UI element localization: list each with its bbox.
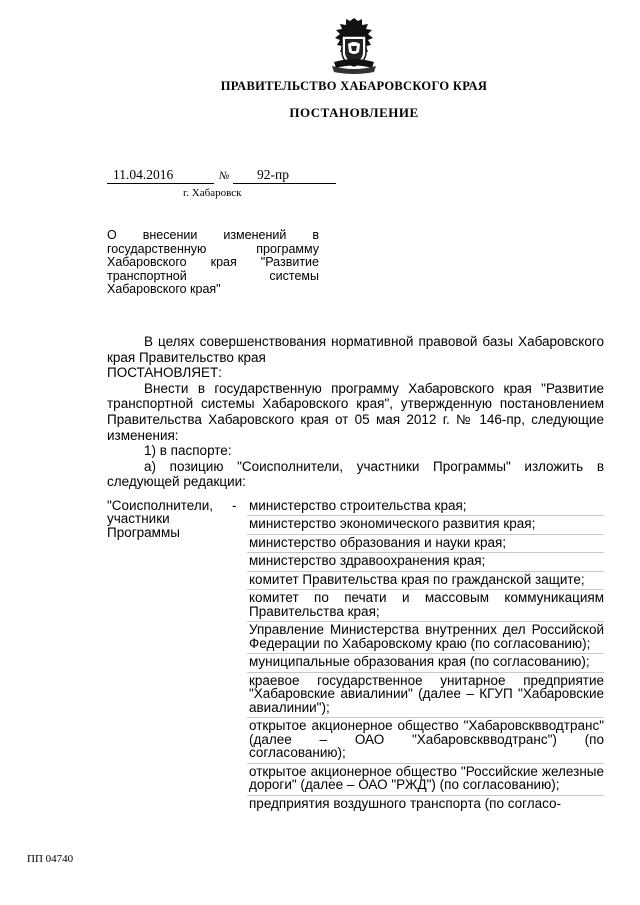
document-city: г. Хабаровск bbox=[183, 187, 242, 199]
amendment-paragraph: Внести в государственную программу Хабаровского края "Развитие транспортной системы Хабаровского края", утвержденную постановлением Правительства Хабаровского края от 05 мая 2012 г. № 146-пр, следующие изменения: bbox=[107, 380, 604, 443]
list-item: открытое акционерное общество "Хабаровсквводтранс" (далее – ОАО "Хабаровсквводтранс") (по согласованию); bbox=[247, 718, 604, 764]
list-item: комитет Правительства края по гражданской защите; bbox=[247, 572, 604, 591]
list-item: министерство образования и науки края; bbox=[247, 535, 604, 554]
list-item: открытое акционерное общество "Российские железные дороги" (далее – ОАО "РЖД") (по согласованию); bbox=[247, 764, 604, 796]
preamble-paragraph: В целях совершенствования нормативной правовой базы Хабаровского края Правительство края bbox=[107, 334, 604, 365]
list-item: министерство экономического развития края; bbox=[247, 516, 604, 535]
position-paragraph: а) позицию "Соисполнители, участники Программы" изложить в следующей редакции: bbox=[107, 458, 604, 490]
document-body bbox=[107, 334, 604, 813]
list-item: комитет по печати и массовым коммуникациям Правительства края; bbox=[247, 590, 604, 622]
document-subject: О внесении изменений в государственную программу Хабаровского края "Развитие транспортной системы Хабаровского края" bbox=[107, 228, 319, 296]
document-number: 92-пр bbox=[233, 167, 336, 184]
footer-code: ПП 04740 bbox=[27, 853, 74, 865]
number-sign: № bbox=[219, 170, 230, 182]
document-type-title: ПОСТАНОВЛЕНИЕ bbox=[289, 105, 419, 120]
table-dash: - bbox=[232, 497, 237, 513]
document-date: 11.04.2016 bbox=[107, 167, 214, 184]
list-item: Управление Министерства внутренних дел Российской Федерации по Хабаровскому краю (по согласованию); bbox=[247, 622, 604, 654]
table-label: "Соисполнители, участники Программы bbox=[107, 497, 213, 540]
khabarovsk-krai-coat-of-arms-icon bbox=[328, 16, 380, 76]
list-item: краевое государственное унитарное предприятие "Хабаровские авиалинии" (далее – КГУП "Хабаровские авиалинии"); bbox=[247, 673, 604, 719]
list-item: муниципальные образования края (по согласованию); bbox=[247, 654, 604, 673]
resolves-paragraph: ПОСТАНОВЛЯЕТ: bbox=[107, 365, 223, 381]
passport-paragraph: 1) в паспорте: bbox=[144, 443, 232, 459]
list-item: предприятия воздушного транспорта (по согласо- bbox=[249, 795, 562, 811]
coexecutors-table bbox=[107, 498, 604, 814]
table-items bbox=[247, 498, 604, 814]
government-title: ПРАВИТЕЛЬСТВО ХАБАРОВСКОГО КРАЯ bbox=[220, 79, 488, 93]
list-item: министерство здравоохранения края; bbox=[247, 553, 604, 572]
list-item: министерство строительства края; bbox=[247, 498, 604, 517]
